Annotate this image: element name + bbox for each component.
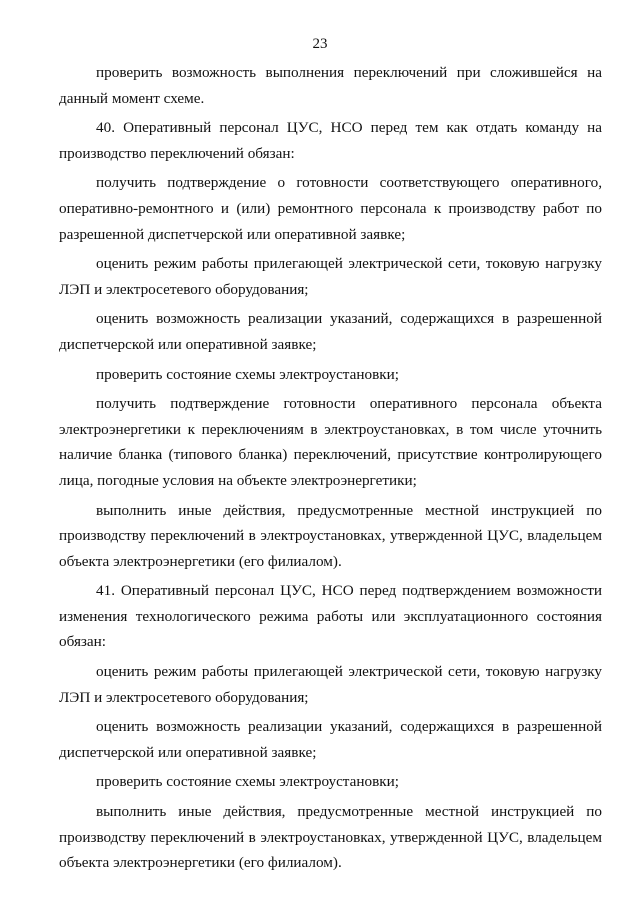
page-number: 23 <box>312 36 328 52</box>
paragraph: выполнить иные действия, предусмотренные местной инструкцией по производству переключений в электроустановках, утвержденной ЦУС, владельцем объекта электроэнергетики (его филиалом). <box>59 803 602 872</box>
paragraph: получить подтверждение готовности оперативного персонала объекта электроэнергетики к переключениям в электроустановках, в том числе уточнить наличие бланка (типового бланка) переключений, присутствие контролирующего лица, погодные условия на объекте электроэнергетики; <box>59 395 602 489</box>
paragraph: оценить возможность реализации указаний, содержащихся в разрешенной диспетчерской или оперативной заявке; <box>59 718 602 761</box>
paragraph: проверить состояние схемы электроустановки; <box>96 773 399 791</box>
paragraph: получить подтверждение о готовности соответствующего оперативного, оперативно-ремонтного и (или) ремонтного персонала к производству работ по разрешенной диспетчерской или оперативной заявке; <box>59 174 602 243</box>
paragraph: оценить режим работы прилегающей электрической сети, токовую нагрузку ЛЭП и электросетевого оборудования; <box>59 255 602 298</box>
paragraph: выполнить иные действия, предусмотренные местной инструкцией по производству переключений в электроустановках, утвержденной ЦУС, владельцем объекта электроэнергетики (его филиалом). <box>59 501 602 570</box>
paragraph: проверить состояние схемы электроустановки; <box>96 365 399 383</box>
paragraph: проверить возможность выполнения переключений при сложившейся на данный момент схеме. <box>59 64 602 107</box>
section-41-heading-paragraph: 41. Оперативный персонал ЦУС, НСО перед подтверждением возможности изменения технологического режима работы или эксплуатационного состояния обязан: <box>59 582 602 651</box>
document-body <box>59 60 602 880</box>
section-40-heading-paragraph: 40. Оперативный персонал ЦУС, НСО перед тем как отдать команду на производство переключений обязан: <box>59 119 602 162</box>
paragraph: оценить режим работы прилегающей электрической сети, токовую нагрузку ЛЭП и электросетевого оборудования; <box>59 663 602 706</box>
paragraph: оценить возможность реализации указаний, содержащихся в разрешенной диспетчерской или оперативной заявке; <box>59 310 602 353</box>
